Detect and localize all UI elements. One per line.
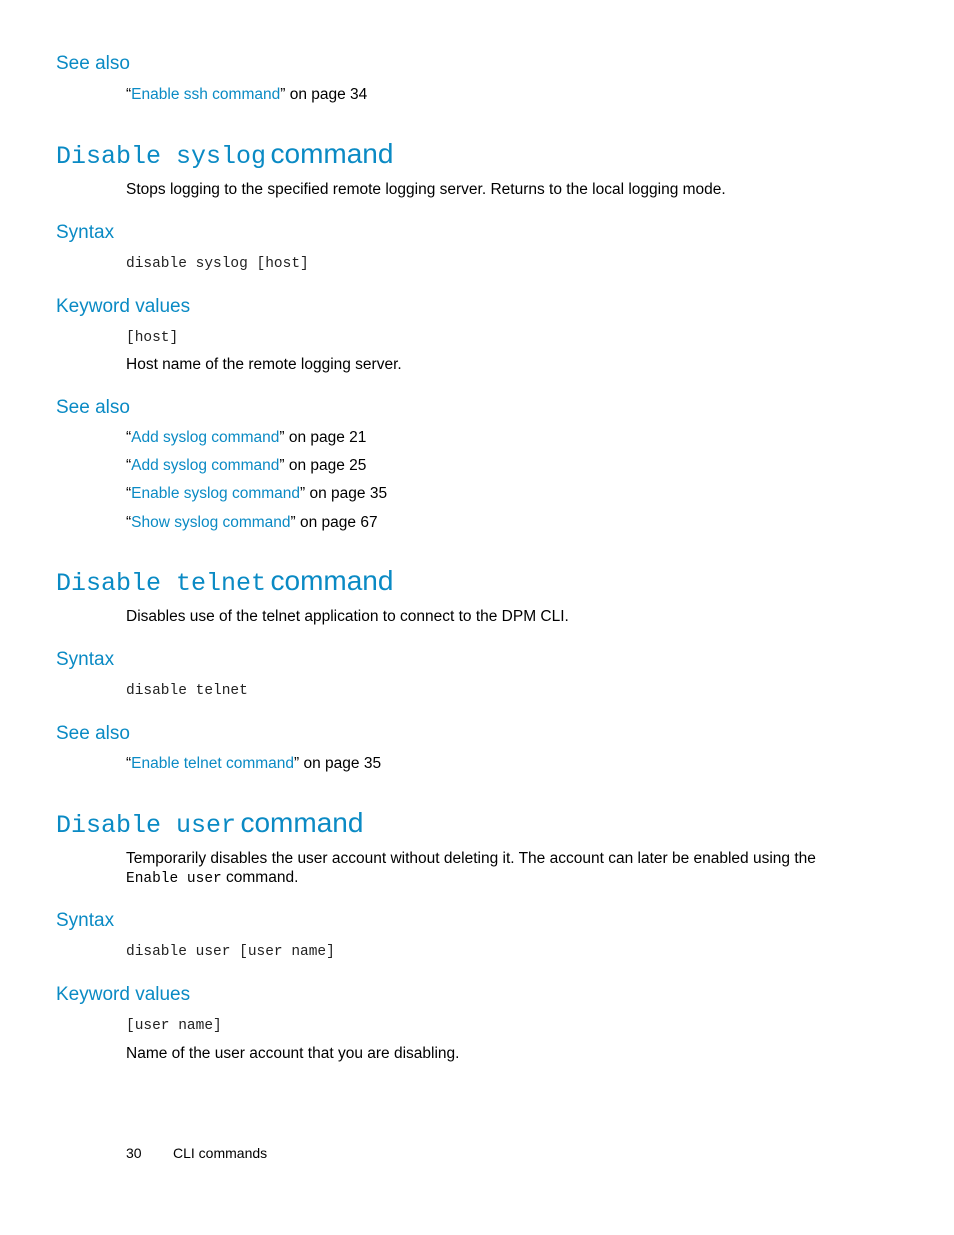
- see-also-ref: “Enable ssh command” on page 34: [126, 86, 368, 103]
- see-also-heading: See also: [56, 397, 130, 418]
- title-code: Disable syslog: [56, 142, 267, 171]
- title-word: command: [240, 807, 364, 838]
- section-description: Disables use of the telnet application to connect to the DPM CLI.: [126, 608, 569, 625]
- ref-link[interactable]: Enable syslog command: [131, 485, 301, 502]
- ref-link[interactable]: Add syslog command: [131, 429, 280, 446]
- see-also-heading: See also: [56, 53, 130, 74]
- title-code: Disable user: [56, 811, 237, 840]
- section-description: Stops logging to the specified remote logging server. Returns to the local logging mode.: [126, 181, 726, 198]
- section-description-line1: Temporarily disables the user account without deleting it. The account can later be enabled using the: [126, 850, 816, 867]
- inline-code: Enable user: [126, 871, 222, 887]
- see-also-ref: “Add syslog command” on page 21: [126, 429, 367, 446]
- keyword-code: [user name]: [126, 1018, 222, 1034]
- syntax-heading: Syntax: [56, 649, 115, 670]
- see-also-ref: “Show syslog command” on page 67: [126, 514, 378, 531]
- title-word: command: [270, 565, 394, 596]
- title-code: Disable telnet: [56, 569, 267, 598]
- keyword-values-heading: Keyword values: [56, 984, 191, 1005]
- syntax-heading: Syntax: [56, 910, 115, 931]
- keyword-code: [host]: [126, 330, 179, 346]
- see-also-ref: “Enable syslog command” on page 35: [126, 485, 388, 502]
- keyword-description: Host name of the remote logging server.: [126, 356, 402, 373]
- ref-link[interactable]: Enable telnet command: [131, 755, 295, 772]
- syntax-code: disable syslog [host]: [126, 256, 309, 272]
- syntax-heading: Syntax: [56, 222, 115, 243]
- section-title: [56, 565, 393, 598]
- title-word: command: [270, 138, 394, 169]
- ref-link[interactable]: Add syslog command: [131, 457, 280, 474]
- section-description-line2: Enable user command.: [126, 869, 299, 887]
- see-also-heading: See also: [56, 723, 130, 744]
- ref-link[interactable]: Enable ssh command: [131, 86, 281, 103]
- keyword-values-heading: Keyword values: [56, 296, 191, 317]
- ref-link[interactable]: Show syslog command: [131, 514, 291, 531]
- section-title: [56, 138, 393, 171]
- page-number: 30: [126, 1145, 142, 1161]
- see-also-ref: “Add syslog command” on page 25: [126, 457, 367, 474]
- syntax-code: disable telnet: [126, 683, 248, 699]
- section-title: [56, 807, 363, 840]
- syntax-code: disable user [user name]: [126, 944, 335, 960]
- keyword-description: Name of the user account that you are disabling.: [126, 1045, 460, 1062]
- footer-section: CLI commands: [173, 1145, 268, 1161]
- see-also-ref: “Enable telnet command” on page 35: [126, 755, 382, 772]
